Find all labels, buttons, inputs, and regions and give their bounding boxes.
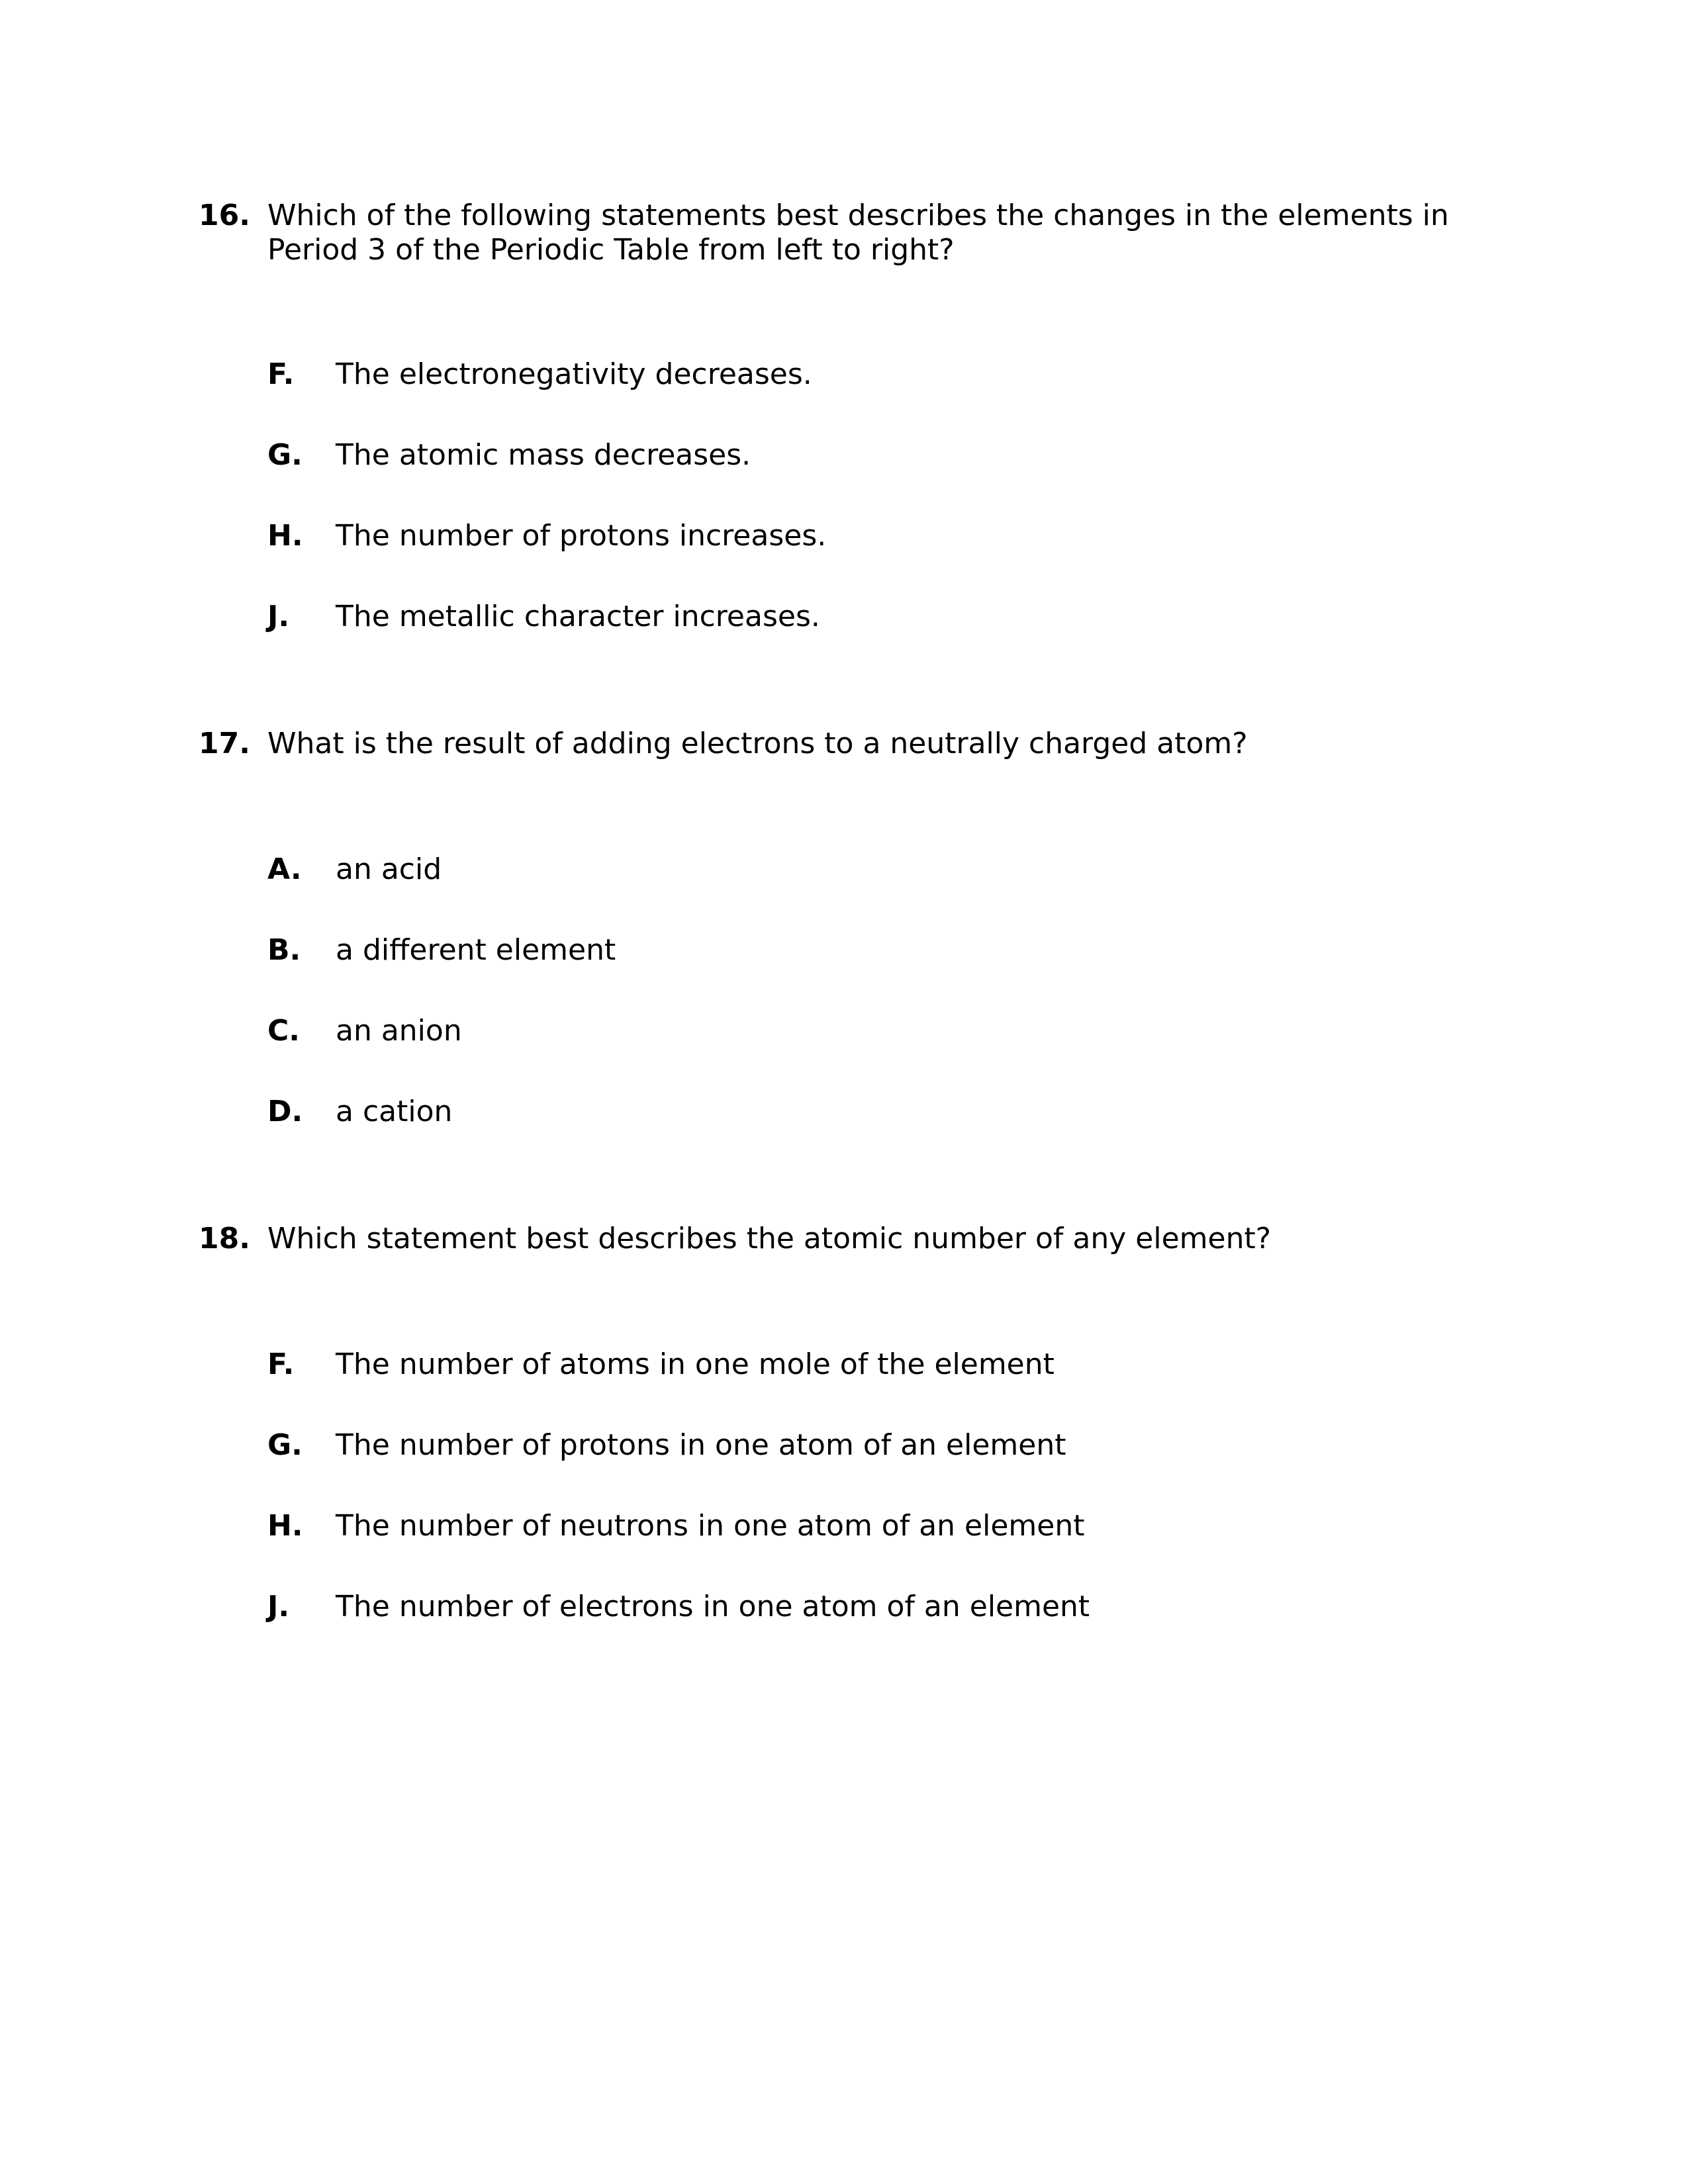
answer-option-f[interactable]	[267, 357, 1459, 394]
answer-option-h[interactable]	[267, 519, 1459, 556]
answer-option-j[interactable]	[267, 600, 1459, 637]
answer-option-j[interactable]	[267, 1590, 1459, 1627]
answer-option-a[interactable]	[267, 852, 1459, 889]
question-text: What is the result of adding electrons to a neutrally charged atom?	[267, 727, 1248, 760]
question-number: 17.	[199, 727, 250, 760]
answer-option-f[interactable]	[267, 1347, 1459, 1385]
option-letter: B.	[267, 933, 301, 967]
option-letter: H.	[267, 519, 303, 553]
question-number: 16.	[199, 199, 250, 232]
answer-option-g[interactable]	[267, 438, 1459, 475]
option-text: a cation	[336, 1095, 453, 1128]
option-letter: A.	[267, 852, 302, 886]
option-text: The atomic mass decreases.	[336, 438, 751, 472]
question-text: Which statement best describes the atomic number of any element?	[267, 1222, 1272, 1255]
answer-option-g[interactable]	[267, 1428, 1459, 1465]
option-text: an acid	[336, 852, 442, 886]
option-text: The number of atoms in one mole of the element	[336, 1347, 1055, 1381]
option-text: an anion	[336, 1014, 462, 1048]
question-text: Which of the following statements best describes the changes in the elements in Period 3 of the Periodic Table from left to right?	[267, 199, 1449, 267]
option-letter: J.	[267, 600, 290, 633]
option-letter: C.	[267, 1014, 301, 1048]
option-letter: H.	[267, 1509, 303, 1543]
question-number: 18.	[199, 1222, 250, 1255]
option-text: The number of protons increases.	[336, 519, 827, 553]
answer-option-c[interactable]	[267, 1014, 1459, 1051]
option-text: The number of protons in one atom of an element	[336, 1428, 1066, 1462]
option-text: The electronegativity decreases.	[336, 357, 812, 391]
answer-option-h[interactable]	[267, 1509, 1459, 1546]
answer-option-d[interactable]	[267, 1095, 1459, 1132]
option-letter: D.	[267, 1095, 303, 1128]
option-text: a different element	[336, 933, 616, 967]
option-letter: G.	[267, 438, 303, 472]
option-letter: G.	[267, 1428, 303, 1462]
option-text: The number of neutrons in one atom of an element	[336, 1509, 1085, 1543]
option-letter: F.	[267, 1347, 295, 1381]
option-letter: J.	[267, 1590, 290, 1623]
option-text: The metallic character increases.	[336, 600, 820, 633]
answer-option-b[interactable]	[267, 933, 1459, 970]
option-text: The number of electrons in one atom of an element	[336, 1590, 1090, 1623]
option-letter: F.	[267, 357, 295, 391]
